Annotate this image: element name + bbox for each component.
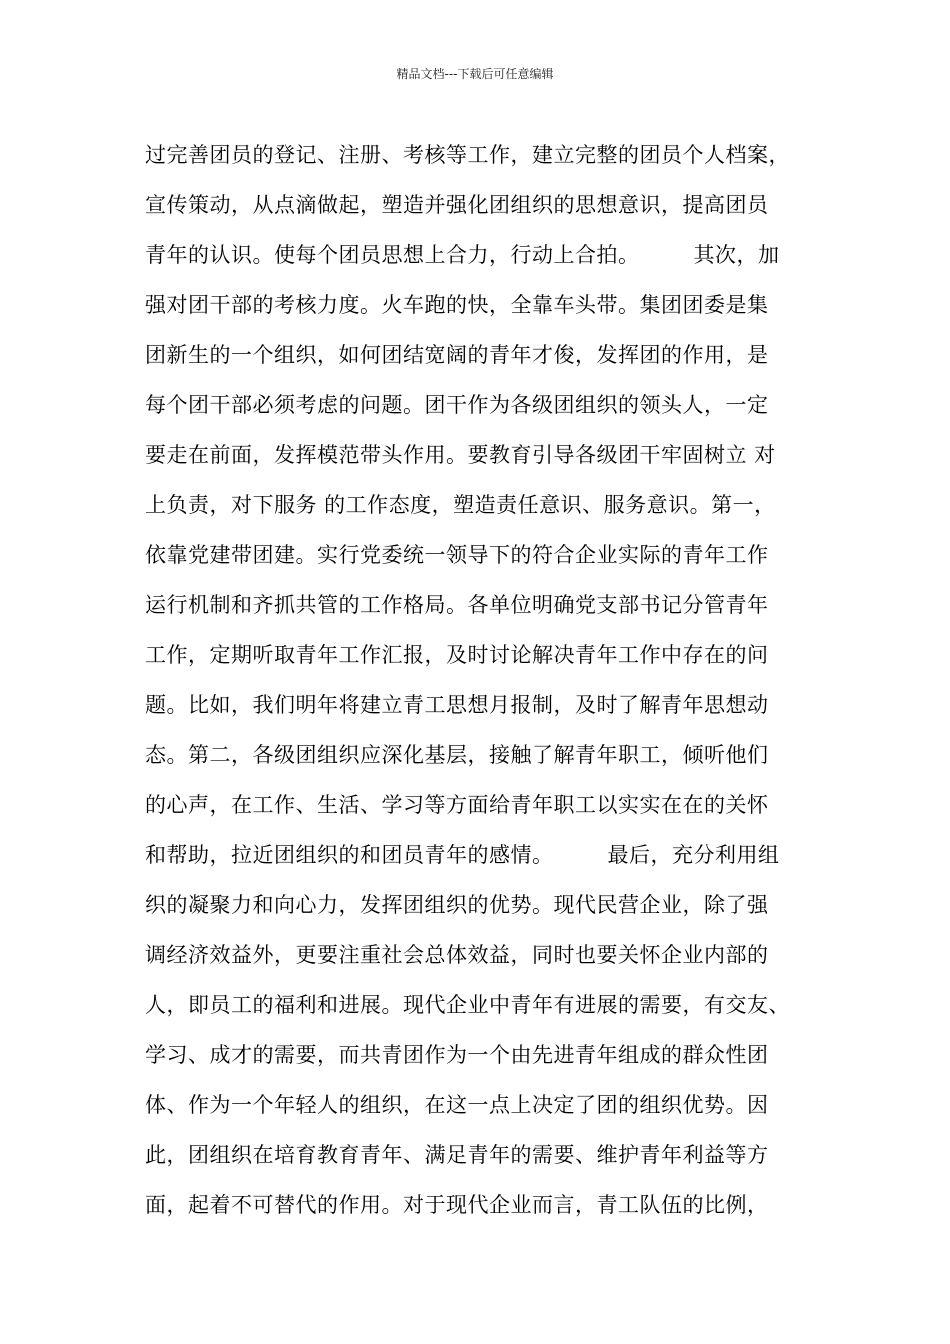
text-line: 面，起着不可替代的作用。对于现代企业而言，青工队伍的比例，	[145, 1193, 769, 1217]
text-line: 工作，定期听取青年工作汇报，及时讨论解决青年工作中存在的问	[145, 643, 769, 667]
text-line: 态。第二，各级团组织应深化基层，接触了解青年职工，倾听他们	[145, 743, 769, 767]
text-line: 学习、成才的需要，而共青团作为一个由先进青年组成的群众性团	[145, 1043, 769, 1067]
text-line: 上负责，对下服务 的工作态度，塑造责任意识、服务意识。第一，	[145, 493, 776, 517]
text-line: 团新生的一个组织，如何团结宽阔的青年才俊，发挥团的作用，是	[145, 343, 769, 367]
document-body	[145, 130, 845, 1230]
text-line: 的心声，在工作、生活、学习等方面给青年职工以实实在在的关怀	[145, 793, 769, 817]
text-line: 要走在前面，发挥模范带头作用。要教育引导各级团干牢固树立 对	[145, 443, 776, 467]
text-line: 调经济效益外，更要注重社会总体效益，同时也要关怀企业内部的	[145, 943, 769, 967]
text-line: 过完善团员的登记、注册、考核等工作，建立完整的团员个人档案，	[145, 143, 790, 167]
text-line: 运行机制和齐抓共管的工作格局。各单位明确党支部书记分管青年	[145, 593, 769, 617]
text-line: 青年的认识。使每个团员思想上合力，行动上合拍。 其次，加	[145, 243, 780, 267]
text-line: 每个团干部必须考虑的问题。团干作为各级团组织的领头人，一定	[145, 393, 769, 417]
text-line: 人，即员工的福利和进展。现代企业中青年有进展的需要，有交友、	[145, 993, 790, 1017]
text-line: 织的凝聚力和向心力，发挥团组织的优势。现代民营企业，除了强	[145, 893, 769, 917]
text-line: 和帮助，拉近团组织的和团员青年的感情。 最后，充分利用组	[145, 843, 780, 867]
page-header: 精品文档---下载后可任意编辑	[396, 67, 554, 81]
text-line: 题。比如，我们明年将建立青工思想月报制，及时了解青年思想动	[145, 693, 769, 717]
text-line: 强对团干部的考核力度。火车跑的快，全靠车头带。集团团委是集	[145, 293, 769, 317]
text-line: 此，团组织在培育教育青年、满足青年的需要、维护青年利益等方	[145, 1143, 769, 1167]
text-line: 体、作为一个年轻人的组织，在这一点上决定了团的组织优势。因	[145, 1093, 769, 1117]
text-line: 宣传策动，从点滴做起，塑造并强化团组织的思想意识，提高团员	[145, 193, 769, 217]
text-line: 依靠党建带团建。实行党委统一领导下的符合企业实际的青年工作	[145, 543, 769, 567]
